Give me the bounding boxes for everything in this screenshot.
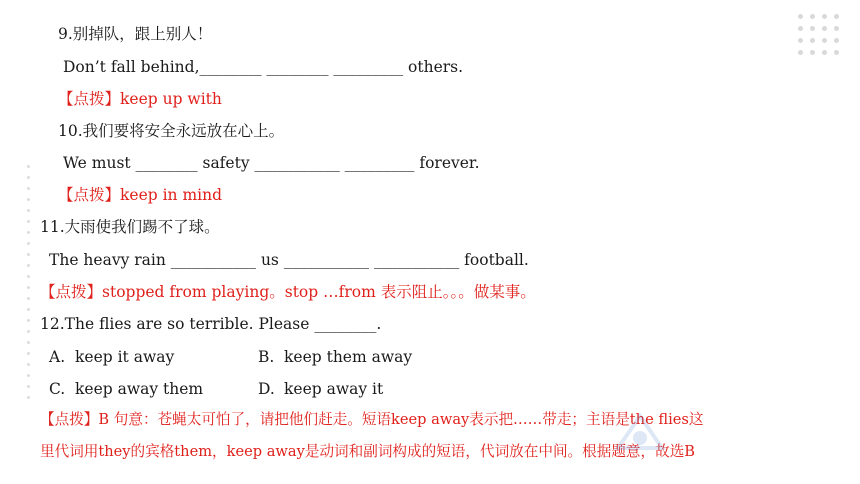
option-text: keep away it — [284, 380, 384, 398]
hint-text: keep in mind — [120, 186, 223, 204]
q9-english: Don’t fall behind,________ ________ _________ others. — [63, 58, 464, 76]
q12-stem: 12.The flies are so terrible. Please ________. — [40, 315, 382, 333]
q12-option-a — [49, 347, 174, 367]
decorative-dotted-line — [27, 165, 31, 405]
q10-chinese: 10.我们要将安全永远放在心上。 — [58, 122, 285, 140]
q9-hint — [58, 89, 222, 109]
option-text: keep away them — [75, 380, 204, 398]
option-letter: A. — [49, 348, 66, 366]
hint-label: 【点拨】 — [40, 411, 99, 428]
option-letter: C. — [49, 380, 66, 398]
hint-text: B 句意：苍蝇太可怕了，请把他们赶走。短语keep away表示把……带走；主语是the flies这 — [98, 411, 704, 428]
hint-label: 【点拨】 — [58, 186, 121, 204]
q10-english: We must ________ safety ___________ _________ forever. — [63, 154, 480, 172]
decorative-dot-grid — [798, 14, 848, 56]
option-text: keep it away — [75, 348, 175, 366]
option-letter: D. — [258, 380, 275, 398]
q12-hint-line-1 — [40, 410, 703, 430]
q12-hint-line-2: 里代词用they的宾格them，keep away是动词和副词构成的短语，代词放在中间。根据题意，故选B — [40, 443, 696, 460]
hint-label: 【点拨】 — [58, 90, 121, 108]
q12-option-c — [49, 379, 203, 399]
option-text: keep them away — [284, 348, 413, 366]
hint-text: keep up with — [120, 90, 222, 108]
option-letter: B. — [258, 348, 275, 366]
q12-option-b — [258, 347, 412, 367]
q9-chinese: 9.别掉队，跟上别人！ — [58, 25, 213, 43]
q10-hint — [58, 185, 222, 205]
hint-label: 【点拨】 — [40, 283, 103, 301]
q11-english: The heavy rain ___________ us ___________ ___________ football. — [49, 251, 529, 269]
q11-chinese: 11.大雨使我们踢不了球。 — [40, 218, 220, 236]
q11-hint — [40, 282, 536, 302]
hint-text: stopped from playing。stop …from 表示阻止。。。做某事。 — [102, 283, 536, 301]
q12-option-d — [258, 379, 383, 399]
